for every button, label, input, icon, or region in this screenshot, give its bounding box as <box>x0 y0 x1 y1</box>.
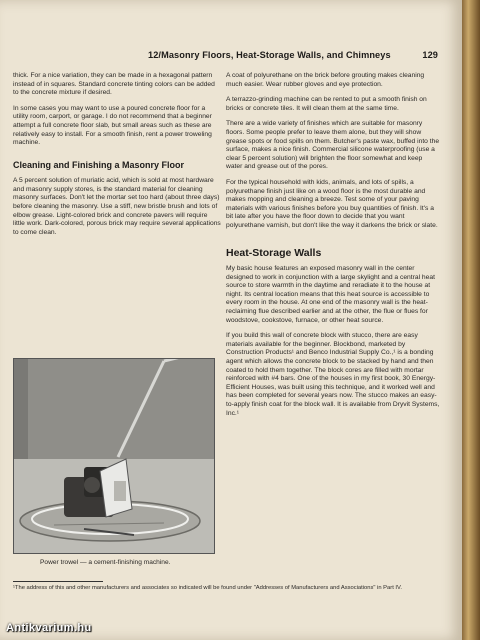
running-header <box>148 50 438 60</box>
watermark: Antikvarium.hu <box>6 622 92 634</box>
footnote-text: ¹The address of this and other manufacturers and associates so indicated will be found under "Addresses of Manufacturers and Associations" in Part IV. <box>13 585 402 591</box>
body-paragraph: A 5 percent solution of muriatic acid, which is sold at most hardware and masonry supply stores, is the standard material for cleaning masonry surfaces. Don't let the mortar set too hard (about three days) before cleaning the masonry. Use a stiff, new bristle brush and lots of elbow grease. Light-colored brick and concrete pavers will require little work. Dark-colored, porous brick may require several applications to come clean. <box>13 177 221 236</box>
book-spine-edge <box>462 0 480 640</box>
body-paragraph: A coat of polyurethane on the brick before grouting makes cleaning much easier. Wear rubber gloves and eye protection. <box>226 72 425 88</box>
body-paragraph: A terrazzo-grinding machine can be rented to put a smooth finish on bricks or concrete tiles. It will clean them at the same time. <box>226 96 427 112</box>
left-column <box>13 72 221 244</box>
section-heading: Cleaning and Finishing a Masonry Floor <box>13 159 185 170</box>
figure-caption: Power trowel — a cement-finishing machine. <box>40 559 171 566</box>
body-paragraph: If you build this wall of concrete block with stucco, there are easy materials available for the beginner. Blockbond, marketed by Construction Products¹ and Benco Industrial Supply Co.,¹ is a bonding agent which allows the concrete block to be stacked by hand and then coated to hold them together. The block cores are filled with mortar reinforced with #4 bars. One of the houses in my first book, 30 Energy-Efficient Houses, was built using this technique, and it worked well and has been completed for several years now. The stucco makes an easy-to-apply finish coat for the block wall. It is available from Dryvit Systems, Inc.¹ <box>226 332 440 417</box>
section-heading: Heat-Storage Walls <box>226 246 322 259</box>
power-trowel-illustration <box>14 359 214 553</box>
footnote <box>13 581 433 592</box>
footnote-rule <box>13 581 103 582</box>
body-paragraph: thick. For a nice variation, they can be made in a hexagonal pattern instead of in squares. Standard concrete tinting colors can be added to the concrete mixture if desired. <box>13 72 215 97</box>
right-column <box>226 72 440 425</box>
chapter-title: 12/Masonry Floors, Heat-Storage Walls, and Chimneys <box>148 50 391 60</box>
power-trowel-photo <box>13 358 215 554</box>
page-number: 129 <box>422 50 438 60</box>
body-paragraph: In some cases you may want to use a poured concrete floor for a utility room, carport, or garage. I do not recommend that a beginner attempt a full concrete floor slab, but small areas such as these are relatively easy to install. For a smooth finish, rent a power troweling machine. <box>13 104 212 147</box>
body-paragraph: My basic house features an exposed masonry wall in the center designed to work in conjunction with a large skylight and a central heat source to store warmth in the daytime and reradiate it to the house at night. Its central location means that this heat source is accessible to every room in the house. At one end of the masonry wall is the heat-reclaiming flue described earlier and at the other, the flue or flues for woodstove, cookstove, furnace, or other heat source. <box>226 265 435 324</box>
body-paragraph: For the typical household with kids, animals, and lots of spills, a polyurethane finish just like on a wood floor is the most durable and makes mopping and cleaning a breeze. Test some of your paving materials with various finishes before you buy quantities of finish. It's a bit late after you have the floor down to decide that you want polyurethane varnish, but don't like the way it darkens the brick or slate. <box>226 178 438 229</box>
body-paragraph: There are a wide variety of finishes which are suitable for masonry floors. Some people prefer to leave them alone, but they will show grease spots or food spills on them. Butcher's paste wax, buffed into the surface, makes a nice finish. Commercial silicone waterproofing (use a clear 5 percent solution) will brighten the floor somewhat and keep water and grease out of the pores. <box>226 120 440 171</box>
